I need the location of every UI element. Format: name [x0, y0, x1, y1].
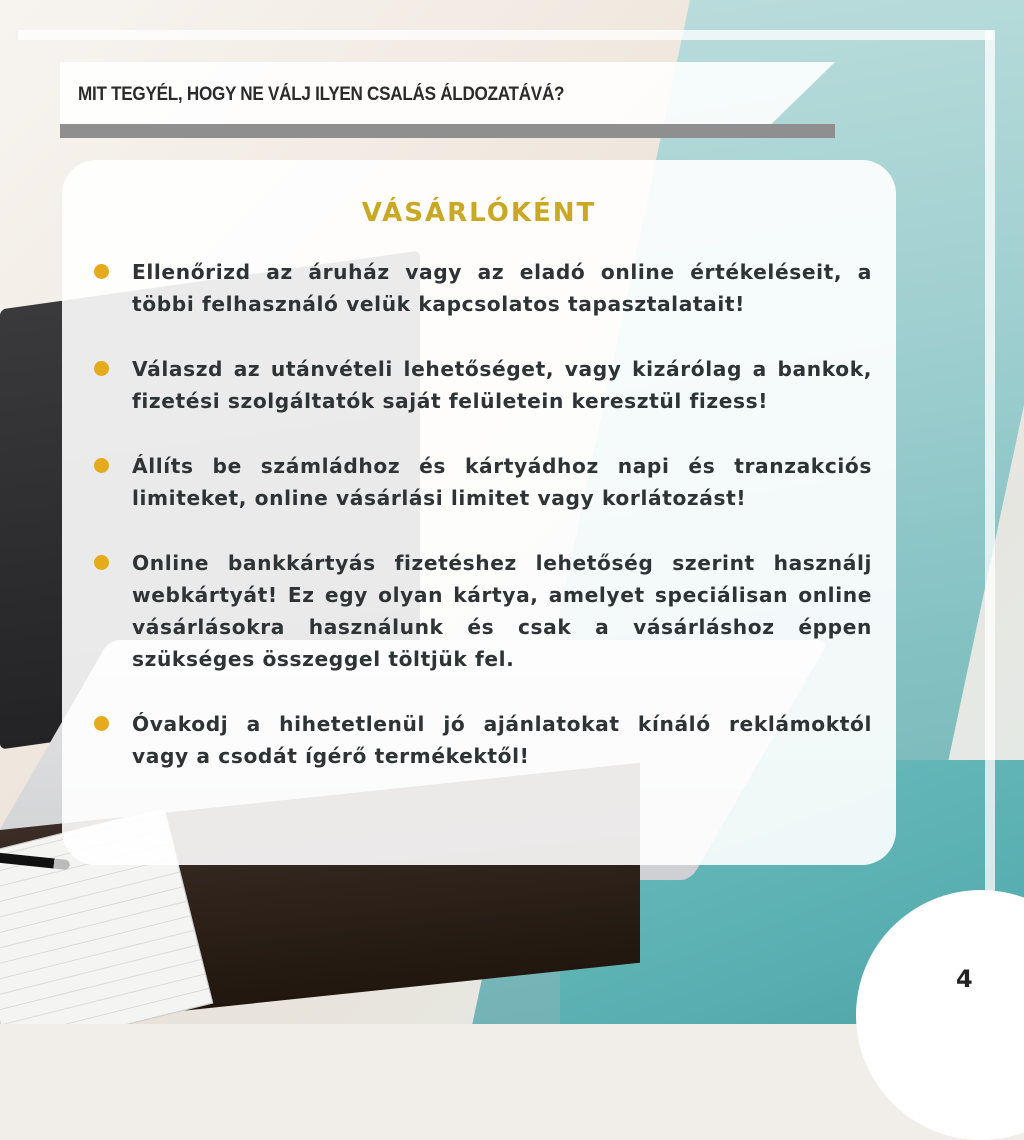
tip-text: Válaszd az utánvételi lehetőséget, vagy kizárólag a bankok, fizetési szolgáltatók saját felületein keresztül fizess!: [132, 357, 872, 413]
bullet-dot-icon: [94, 361, 109, 376]
bullet-dot-icon: [94, 555, 109, 570]
tip-text: Állíts be számládhoz és kártyádhoz napi és tranzakciós limiteket, online vásárlási limitet vagy korlátozást!: [132, 454, 872, 510]
bullet-dot-icon: [94, 716, 109, 731]
tip-item: [132, 450, 872, 514]
frame-line-right: [985, 30, 995, 910]
tip-item: [132, 708, 872, 772]
heading-underline-bar: [60, 124, 835, 138]
page-heading: MIT TEGYÉL, HOGY NE VÁLJ ILYEN CSALÁS ÁLDOZATÁVÁ?: [78, 84, 565, 105]
card-title: VÁSÁRLÓKÉNT: [361, 198, 597, 228]
tip-text: Ellenőrizd az áruház vagy az eladó online értékeléseit, a többi felhasználó velük kapcsolatos tapasztalatait!: [132, 260, 872, 316]
bullet-dot-icon: [94, 458, 109, 473]
tip-item: [132, 353, 872, 417]
bullet-dot-icon: [94, 264, 109, 279]
tip-item: [132, 547, 872, 675]
tip-text: Online bankkártyás fizetéshez lehetőség szerint használj webkártyát! Ez egy olyan kártya, amelyet speciálisan online vásárlásokra használunk és csak a vásárláshoz éppen szükséges összeggel töltjük fel.: [132, 551, 872, 671]
tip-item: [132, 256, 872, 320]
tips-list: [132, 256, 872, 805]
tip-text: Óvakodj a hihetetlenül jó ajánlatokat kínáló reklámoktól vagy a csodát ígérő termékektől!: [132, 712, 872, 768]
page-number: 4: [956, 965, 973, 993]
tips-card: [62, 160, 896, 865]
frame-line-top: [18, 30, 993, 40]
